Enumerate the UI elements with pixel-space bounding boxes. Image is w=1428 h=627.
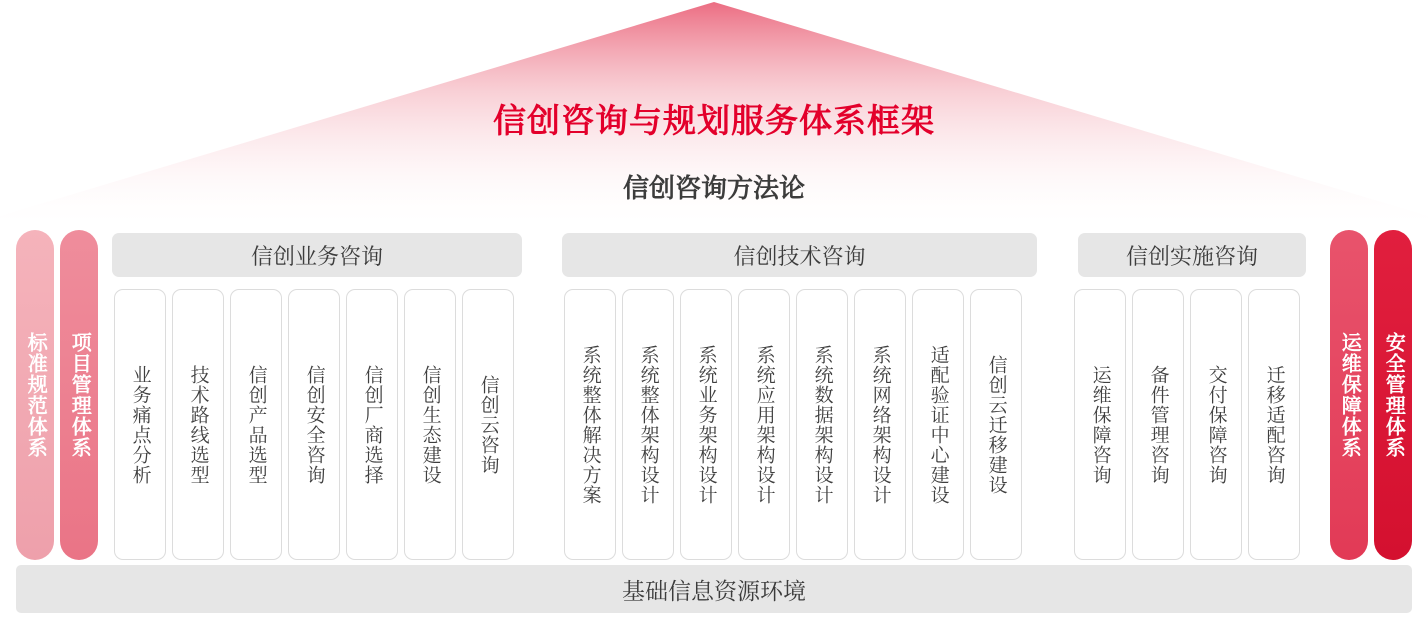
card-technical-3[interactable]: [680, 289, 732, 560]
base-bar: [16, 565, 1412, 613]
card-business-3[interactable]: [230, 289, 282, 560]
left-pillar-project-management-label: 项目管理体系: [68, 332, 91, 458]
left-pillar-standards-label: 标准规范体系: [24, 332, 47, 458]
card-implementation-4[interactable]: [1248, 289, 1300, 560]
subtitle: 信创咨询方法论: [622, 173, 805, 203]
group-header-business-consulting: [112, 233, 522, 277]
card-business-2[interactable]: [172, 289, 224, 560]
pillars-area: [0, 228, 1428, 565]
card-technical-7-label: 适配验证中心建设: [927, 344, 949, 505]
group-header-technical-consulting: [562, 233, 1037, 277]
card-business-6-label: 信创生态建设: [419, 364, 441, 485]
left-pillar-standards: [16, 230, 54, 560]
right-pillar-security-management-label: 安全管理体系: [1382, 332, 1405, 458]
card-technical-4[interactable]: [738, 289, 790, 560]
card-business-6[interactable]: [404, 289, 456, 560]
card-technical-5-label: 系统数据架构设计: [811, 344, 833, 505]
card-business-2-label: 技术路线选型: [187, 364, 209, 485]
card-technical-4-label: 系统应用架构设计: [753, 344, 775, 505]
card-implementation-2-label: 备件管理咨询: [1147, 364, 1169, 485]
group-header-implementation-consulting-label: 信创实施咨询: [1125, 243, 1258, 269]
card-implementation-4-label: 迁移适配咨询: [1263, 364, 1285, 485]
card-technical-7[interactable]: [912, 289, 964, 560]
card-business-1-label: 业务痛点分析: [129, 364, 151, 485]
card-technical-3-label: 系统业务架构设计: [695, 344, 717, 505]
card-technical-1-label: 系统整体解决方案: [579, 344, 601, 505]
card-business-4[interactable]: [288, 289, 340, 560]
card-technical-8[interactable]: [970, 289, 1022, 560]
card-business-1[interactable]: [114, 289, 166, 560]
right-pillar-ops-assurance: [1330, 230, 1368, 560]
card-implementation-2[interactable]: [1132, 289, 1184, 560]
card-technical-1[interactable]: [564, 289, 616, 560]
right-pillar-security-management: [1374, 230, 1412, 560]
card-business-3-label: 信创产品选型: [245, 364, 267, 485]
card-business-5[interactable]: [346, 289, 398, 560]
card-business-7[interactable]: [462, 289, 514, 560]
card-implementation-3[interactable]: [1190, 289, 1242, 560]
group-header-implementation-consulting: [1078, 233, 1306, 277]
card-business-5-label: 信创厂商选择: [361, 364, 383, 485]
card-technical-2-label: 系统整体架构设计: [637, 344, 659, 505]
group-header-technical-consulting-label: 信创技术咨询: [733, 243, 866, 269]
card-implementation-3-label: 交付保障咨询: [1205, 364, 1227, 485]
left-pillar-project-management: [60, 230, 98, 560]
page-title: 信创咨询与规划服务体系框架: [493, 102, 935, 139]
card-implementation-1[interactable]: [1074, 289, 1126, 560]
card-technical-5[interactable]: [796, 289, 848, 560]
card-technical-8-label: 信创云迁移建设: [985, 354, 1007, 495]
card-technical-6-label: 系统网络架构设计: [869, 344, 891, 505]
right-pillar-ops-assurance-label: 运维保障体系: [1338, 332, 1361, 458]
card-business-4-label: 信创安全咨询: [303, 364, 325, 485]
group-header-business-consulting-label: 信创业务咨询: [250, 243, 383, 269]
card-business-7-label: 信创云咨询: [477, 374, 499, 475]
card-technical-2[interactable]: [622, 289, 674, 560]
card-implementation-1-label: 运维保障咨询: [1089, 364, 1111, 485]
card-technical-6[interactable]: [854, 289, 906, 560]
base-bar-label: 基础信息资源环境: [622, 577, 806, 604]
